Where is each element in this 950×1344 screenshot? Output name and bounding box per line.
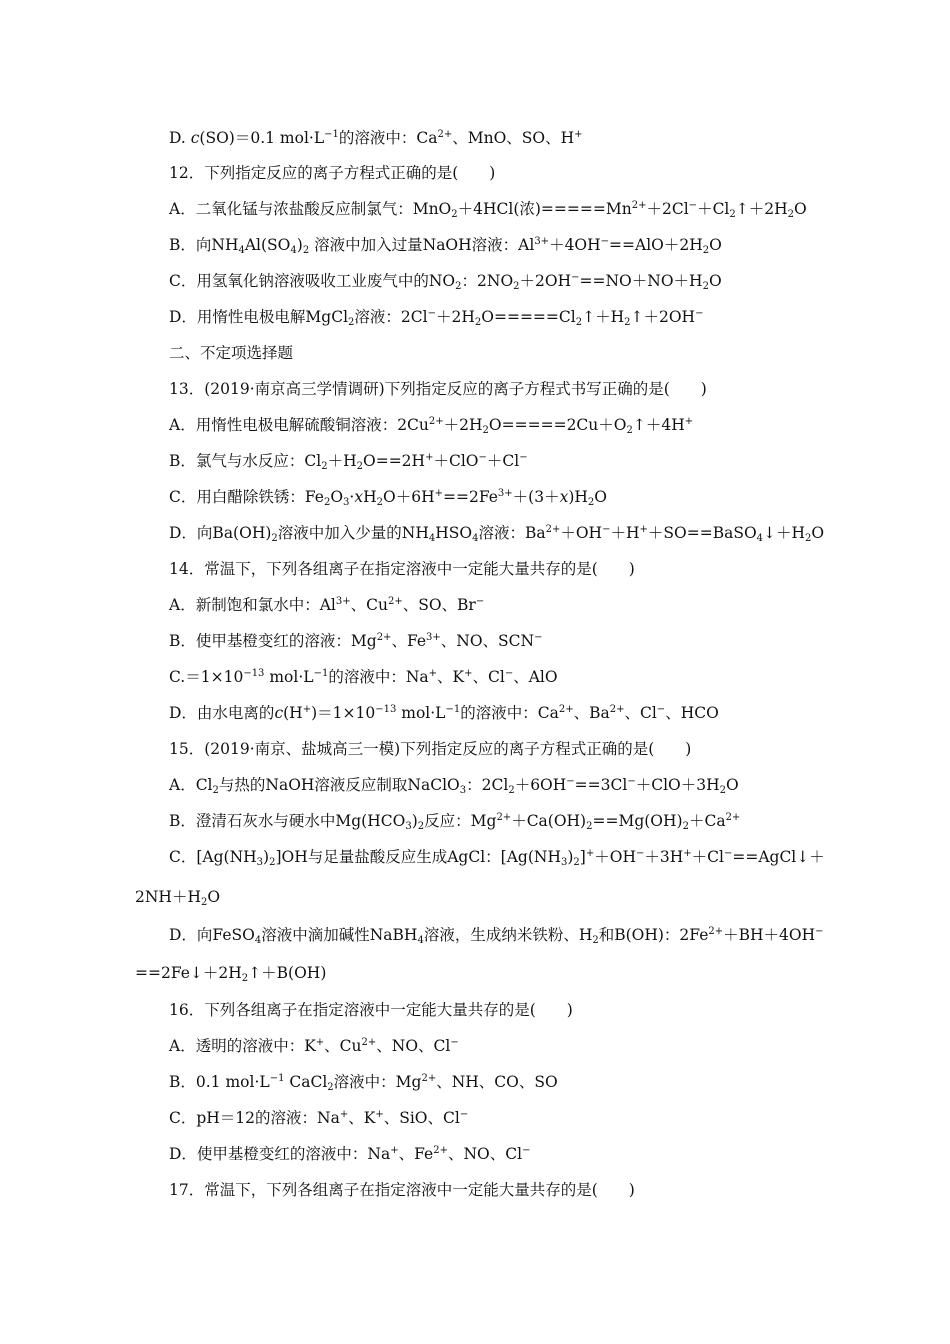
q14-option-c: $C.=1\times 10^{-13}$ $mol\cdot L^{-1}$的溶液中：Na+、K+、Cl−、AlO: [169, 668, 558, 686]
question-12: 12．下列指定反应的离子方程式正确的是( ): [169, 164, 496, 182]
q13-option-b: B．氯气与水反应：$Cl_2+H_2O==2H^++ClO^-+Cl^-$: [169, 452, 528, 472]
question-14: 14．常温下，下列各组离子在指定溶液中一定能大量共存的是( ): [169, 560, 635, 578]
q15-option-c-continued: $2NH+H_2O$: [135, 888, 221, 908]
q13-option-a: A．用惰性电极电解硫酸铜溶液：$2Cu^{2+}+2H_2O=====2Cu+O_2↑+4H^+$: [169, 416, 694, 436]
q13-option-c: C．用白醋除铁锈：$Fe_2O_3\cdot xH_2O+6H^+==2Fe^{3+}+(3+x)H_2O$: [169, 488, 608, 508]
question-17: 17．常温下，下列各组离子在指定溶液中一定能大量共存的是( ): [169, 1181, 635, 1199]
q16-option-c: C．pH＝12的溶液：Na+、K+、SiO、Cl−: [169, 1109, 469, 1127]
q15-option-b: B．澄清石灰水与硬水中$Mg(HCO_3)_2$反应：$Mg^{2+}+Ca(OH)_2==Mg(OH)_2+Ca^{2+}$: [169, 812, 741, 832]
q14-option-b: B．使甲基橙变红的溶液：$Mg^{2+}$、$Fe^{3+}$、NO、SCN−: [169, 632, 543, 650]
q15-option-c: C．$[Ag(NH_3)_2]OH$与足量盐酸反应生成AgCl：$[Ag(NH_3)_2]^++OH^-+3H^++Cl^-==AgCl↓+$: [169, 848, 825, 868]
section-heading: 二、不定项选择题: [169, 344, 294, 362]
q14-option-d: D．由水电离的$c(H^+)=1\times 10^{-13}$ $mol\cdot L^{-1}$的溶液中：$Ca^{2+}$、$Ba^{2+}$、Cl−、HCO: [169, 704, 719, 722]
q15-option-a: A．$Cl_2$与热的NaOH溶液反应制取NaClO$_3$：$2Cl_2+6OH^-==3Cl^-+ClO+3H_2O$: [169, 776, 739, 796]
q13-option-d: D．向$Ba(OH)_2$溶液中加入少量的$NH_4HSO_4$溶液：$Ba^{2+}+OH^-+H^++SO==BaSO_4↓+H_2O$: [169, 524, 825, 544]
q15-option-d-continued: $==2Fe↓+2H_2↑+B(OH)$: [135, 964, 327, 984]
question-13: 13．(2019·南京高三学情调研)下列指定反应的离子方程式书写正确的是( ): [169, 380, 707, 398]
q16-option-a: A．透明的溶液中：K+、$Cu^{2+}$、NO、Cl−: [169, 1037, 459, 1055]
q12-option-d: D．用惰性电极电解MgCl$_2$溶液：$2Cl^-+2H_2O=====Cl_2↑+H_2↑+2OH^-$: [169, 308, 704, 328]
q12-option-b: B．向$NH_4Al(SO_4)_2$ 溶液中加入过量NaOH溶液：$Al^{3+}+4OH^-==AlO+2H_2O$: [169, 236, 722, 256]
q15-option-d: D．向FeSO$_4$溶液中滴加碱性NaBH$_4$溶液，生成纳米铁粉、$H_2$和B(OH)：$2Fe^{2+}+BH+4OH^-$: [169, 926, 824, 946]
q12-option-a: A．二氧化锰与浓盐酸反应制氯气：MnO$_2$＋4HCl(浓)$=====Mn^{2+}+2Cl^-+Cl_2↑+2H_2O$: [169, 200, 807, 220]
question-16: 16．下列各组离子在指定溶液中一定能大量共存的是( ): [169, 1001, 573, 1019]
q16-option-d: D．使甲基橙变红的溶液中：Na+、$Fe^{2+}$、NO、Cl−: [169, 1145, 531, 1163]
q14-option-a: A．新制饱和氯水中：$Al^{3+}$、$Cu^{2+}$、SO、Br−: [169, 596, 485, 614]
question-15: 15．(2019·南京、盐城高三一模)下列指定反应的离子方程式正确的是( ): [169, 740, 692, 758]
line-d-previous-question: D. c(SO)＝0.1 $mol\cdot L^{-1}$的溶液中：$Ca^{2+}$、MnO、SO、H+: [169, 129, 583, 147]
q16-option-b: B．0.1 $mol\cdot L^{-1}$ CaCl$_2$溶液中：$Mg^{2+}$、NH、CO、SO: [169, 1073, 558, 1093]
q12-option-c: C．用氢氧化钠溶液吸收工业废气中的$NO_2$：$2NO_2+2OH^-==NO+NO+H_2O$: [169, 272, 722, 292]
